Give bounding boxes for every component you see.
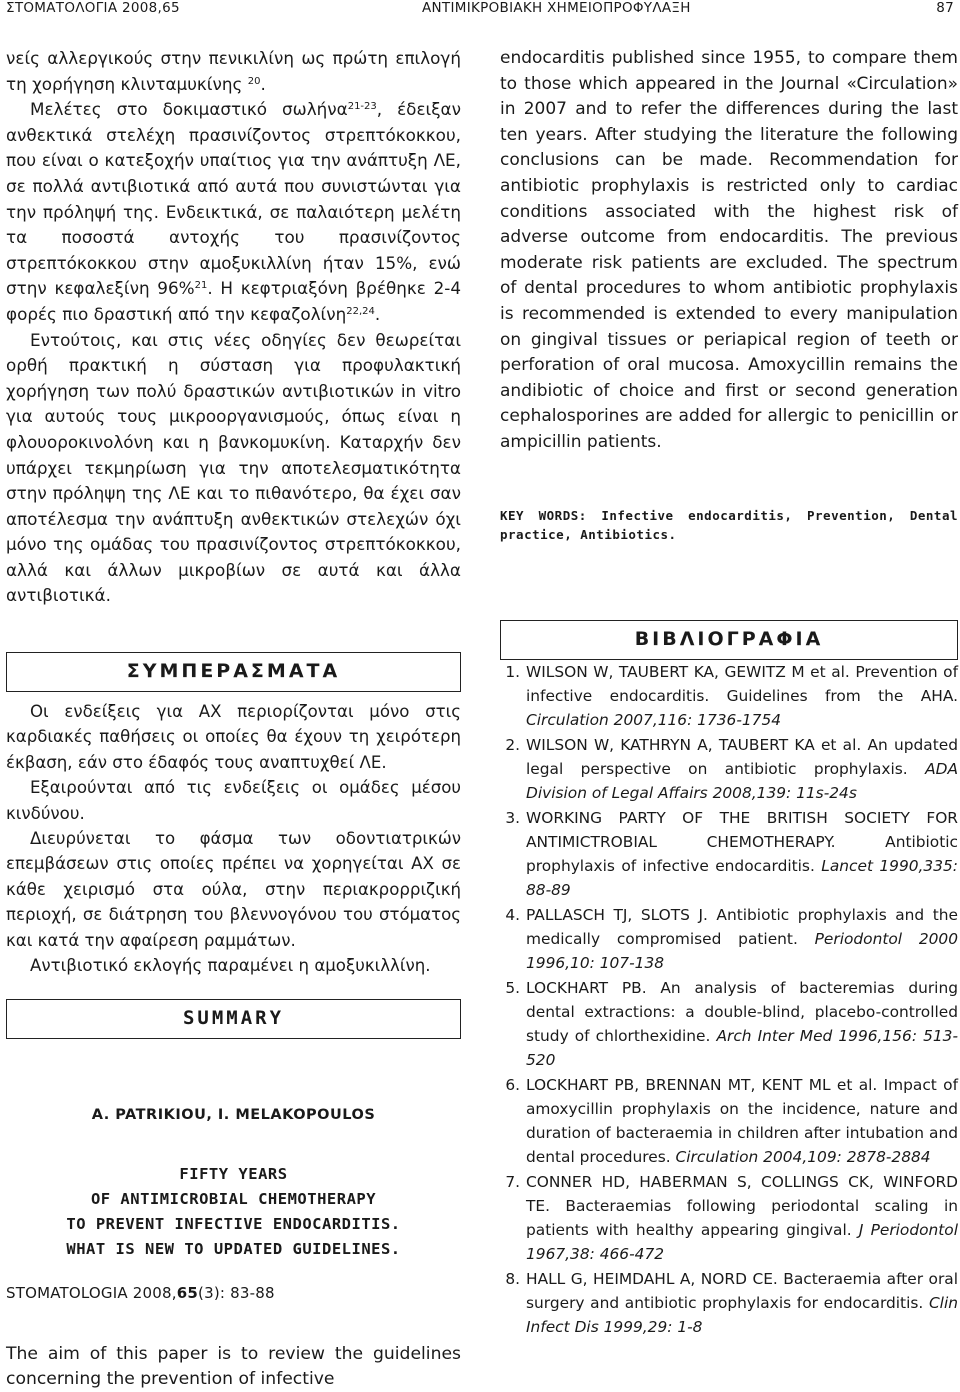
reference-text: LOCKHART PB. An analysis of bacteremias during dental extractions: a double-blind, placebo-controlled study of chlorthexidine. Arch Inter Med 1996,156: 513-520 <box>526 979 958 1069</box>
reference-item <box>500 806 958 902</box>
page-number: 87 <box>936 0 954 16</box>
conclusion-item: Οι ενδείξεις για ΑΧ περιορίζονται μόνο στις καρδιακές παθήσεις οι οποίες θα έχουν τη χειρότερη έκβαση, εάν στο έδαφός τους αναπτυχθεί ΛΕ. <box>6 702 461 772</box>
reference-text: WILSON W, KATHRYN A, TAUBERT KA et al. An updated legal perspective on antibiotic prophylaxis. ADA Division of Legal Affairs 2008,139: 11s-24s <box>526 736 958 802</box>
reference-item <box>500 660 958 732</box>
reference-text: WORKING PARTY OF THE BRITISH SOCIETY FOR ANTIMICTROBIAL CHEMOTHERAPY. Antibiotic prophylaxis of infective endocarditis. Lancet 1990,335: 88-89 <box>526 809 958 899</box>
keywords: KEY WORDS: Infective endocarditis, Prevention, Dental practice, Antibiotics. <box>500 508 958 542</box>
conclusion-item: Διευρύνεται το φάσμα των οδοντιατρικών επεμβάσεων στις οποίες πρέπει να χορηγείται ΑΧ σε κάθε χειρισμό στα ούλα, στην περιακρορριζική περιοχή, σε διάτρηση του βλεννογόνου του στόματος και κατά την αφαίρεση ραμμάτων. <box>6 829 461 950</box>
bibliography-heading: ΒΙΒΛΙΟΓΡΑΦΙΑ <box>500 620 958 660</box>
abstract-continued: endocarditis published since 1955, to compare them to those which appeared in the Journal «Circulation» in 2007 and to refer the differences during the last ten years. After studying the literature the following conclusions can be made. Recommendation for antibiotic prophylaxis is restricted only to cardiac conditions associated with the highest risk of adverse outcome from endocarditis. The previous moderate risk patients are excluded. The spectrum of dental procedures to whom antibiotic prophylaxis is recommended is extended to every manipulation on gingival tissues or periapical region of teeth or perforation of oral mucosa. Amoxycillin remains the andibiotic of choice and first or second generation cephalosporines are added for allergic to penicillin or ampicillin patients. <box>500 48 958 452</box>
reference-number: 5. <box>505 979 520 997</box>
paragraph: νείς αλλεργικούς στην πενικιλίνη ως πρώτη επιλογή τη χορήγηση κλινταμυκίνης $^{20}$. <box>6 48 461 94</box>
paragraph: Εντούτοις, και στις νέες οδηγίες δεν θεωρείται ορθή πρακτική η σύσταση για προφυλακτική χορήγηση των πολύ δραστικών αντιβιοτικών in vitro για αυτούς τους μικροοργανισμούς, όπως είναι η φλουοροκινολόνη και η βανκομυκίνη. Καταρχήν δεν υπάρχει τεκμηρίωση για την αποτελεσματικότητα στην πρόληψη της ΛΕ και το πιθανότερο, θα έχει σαν αποτέλεσμα την ανάπτυξη ανθεκτικών στελεχών όχι μόνο της ομάδας του πρασινίζοντος στρεπτόκοκκου, αλλά και άλλων μικροβίων σε αυτά και άλλα αντιβιοτικά. <box>6 329 461 606</box>
reference-list <box>500 660 958 1340</box>
greek-body-text <box>6 46 461 609</box>
right-column <box>500 46 959 1336</box>
running-header <box>6 0 954 22</box>
reference-journal: Clin Infect Dis 1999,29: 1-8 <box>526 1294 958 1336</box>
summary-heading: SUMMARY <box>6 999 461 1039</box>
reference-number: 2. <box>505 736 520 754</box>
reference-item <box>500 733 958 805</box>
conclusion-item: Αντιβιοτικό εκλογής παραμένει η αμοξυκιλλίνη. <box>30 956 431 976</box>
conclusions-text <box>6 699 461 978</box>
reference-journal: Circulation 2004,109: 2878-2884 <box>675 1148 931 1166</box>
reference-number: 7. <box>505 1173 520 1191</box>
conclusion-item: Εξαιρούνται από τις ενδείξεις οι ομάδες μέσου κινδύνου. <box>6 778 461 823</box>
journal-citation: STOMATOLOGIA 2008,65(3): 83-88 <box>6 1284 275 1302</box>
reference-item <box>500 1170 958 1266</box>
running-title: ΑΝΤΙΜΙΚΡΟΒΙΑΚΗ ΧΗΜΕΙΟΠΡΟΦΥΛΑΞΗ <box>422 0 691 16</box>
reference-item <box>500 903 958 975</box>
left-column <box>6 46 461 1389</box>
reference-journal: J Periodontol 1967,38: 466-472 <box>526 1221 959 1263</box>
reference-number: 1. <box>505 663 520 681</box>
reference-text: CONNER HD, HABERMAN S, COLLINGS CK, WINFORD TE. Bacteraemias following periodontal scaling in patients with healthy appearing gingival. J Periodontol 1967,38: 466-472 <box>526 1173 959 1263</box>
reference-journal: Periodontol 2000 1996,10: 107-138 <box>526 930 959 972</box>
article-title: FIFTY YEARS OF ANTIMICROBIAL CHEMOTHERAPY TO PREVENT INFECTIVE ENDOCARDITIS. WHAT IS NEW TO UPDATED GUIDELINES. <box>66 1165 401 1258</box>
authors: A. PATRIKIOU, I. MELAKOPOULOS <box>91 1107 376 1123</box>
reference-text: PALLASCH TJ, SLOTS J. Antibiotic prophylaxis and the medically compromised patient. Periodontol 2000 1996,10: 107-138 <box>526 906 959 972</box>
paragraph: Μελέτες στο δοκιμαστικό σωλήνα$^{21-23}$, έδειξαν ανθεκτικά στελέχη πρασινίζοντος στρεπτόκοκκου, που είναι ο κατεξοχήν υπαίτιος για την ανάπτυξη ΛΕ, σε πολλά αντιβιοτικά από αυτά που συνιστώνται για την πρόληψή της. Ενδεικτικά, σε παλαιότερη μελέτη τα ποσοστά αντοχής του πρασινίζοντος στρεπτόκοκκου στην αμοξυκιλλίνη ήταν 15%, ενώ στην κεφαλεξίνη 96%$^{21}$. Η κεφτριαξόνη βρέθηκε 2-4 φορές πιο δραστική από την κεφαζολίνη$^{22,24}$. <box>6 99 461 324</box>
reference-number: 8. <box>505 1270 520 1288</box>
reference-text: WILSON W, TAUBERT KA, GEWITZ M et al. Prevention of infective endocarditis. Guidelines from the AHA. Circulation 2007,116: 1736-1754 <box>526 663 958 729</box>
reference-journal: ADA Division of Legal Affairs 2008,139: 11s-24s <box>526 760 958 802</box>
reference-item <box>500 1073 958 1169</box>
reference-journal: Circulation 2007,116: 1736-1754 <box>526 711 782 729</box>
abstract-start: The aim of this paper is to review the guidelines concerning the prevention of infective <box>6 1344 461 1389</box>
journal-issue: ΣΤΟΜΑΤΟΛΟΓΙΑ 2008,65 <box>6 0 180 16</box>
reference-number: 4. <box>505 906 520 924</box>
reference-item <box>500 976 958 1072</box>
reference-text: HALL G, HEIMDAHL A, NORD CE. Bacteraemia after oral surgery and antibiotic prophylaxis for endocarditis. Clin Infect Dis 1999,29: 1-8 <box>526 1270 958 1336</box>
conclusions-heading: ΣΥΜΠΕΡΑΣΜΑΤΑ <box>6 652 461 692</box>
reference-journal: Lancet 1990,335: 88-89 <box>526 857 958 899</box>
reference-journal: Arch Inter Med 1996,156: 513-520 <box>526 1027 958 1069</box>
reference-item <box>500 1267 958 1339</box>
reference-number: 3. <box>505 809 520 827</box>
reference-text: LOCKHART PB, BRENNAN MT, KENT ML et al. Impact of amoxycillin prophylaxis on the incidence, nature and duration of bacteraemia in children after intubation and dental procedures. Circulation 2004,109: 2878-2884 <box>526 1076 958 1166</box>
reference-number: 6. <box>505 1076 520 1094</box>
